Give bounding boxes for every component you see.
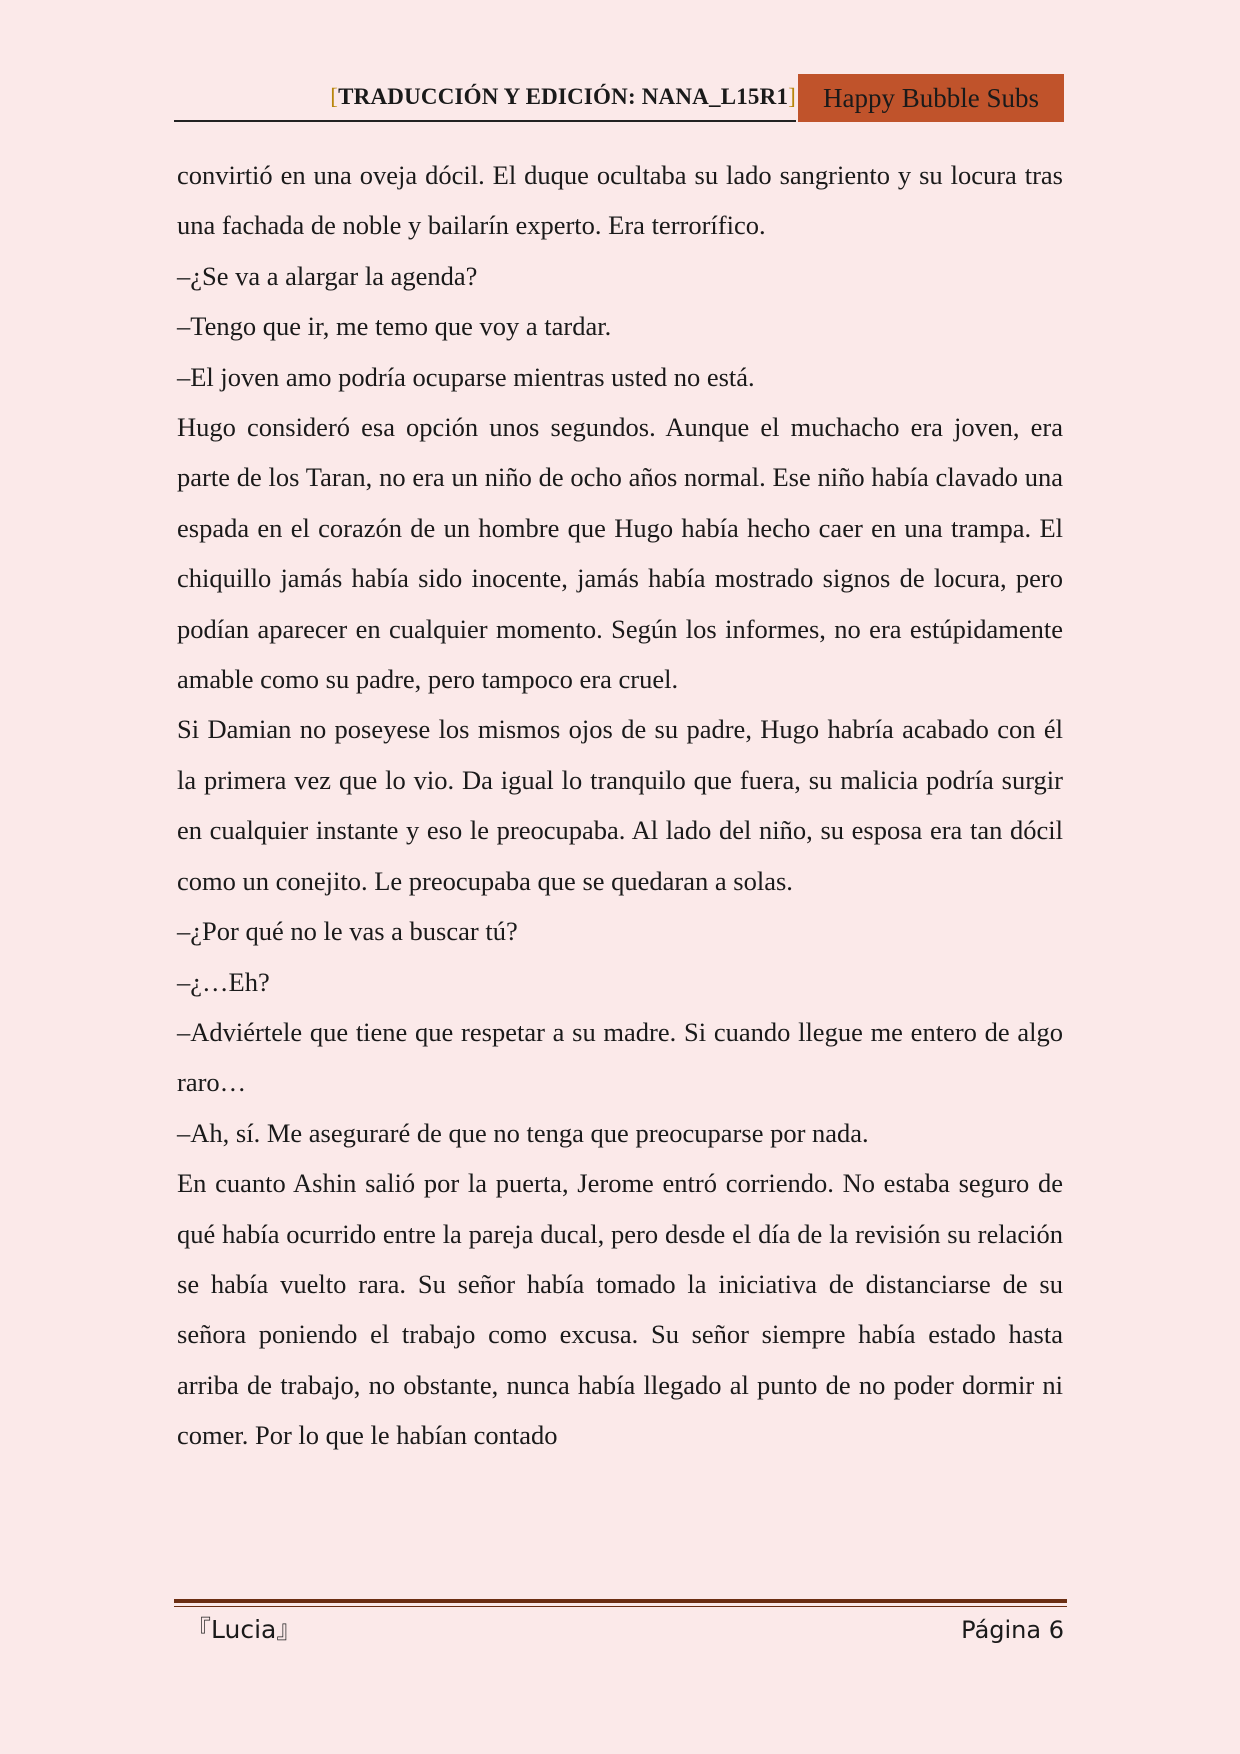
dialogue-line: –Tengo que ir, me temo que voy a tardar.: [177, 311, 612, 342]
page-header: [174, 72, 1064, 124]
dialogue-line: –El joven amo podría ocuparse mientras usted no está.: [177, 361, 755, 392]
paragraph: Si Damian no poseyese los mismos ojos de su padre, Hugo habría acabado con él la primera vez que lo vio. Da igual lo tranquilo que fuera, su malicia podría surgir en cualquier instante y eso le preocupaba. Al lado del niño, su esposa era tan dócil como un conejito. Le preocupaba que se quedaran a solas.: [177, 714, 1063, 896]
paragraph: convirtió en una oveja dócil. El duque ocultaba su lado sangriento y su locura tras una fachada de noble y bailarín experto. Era terrorífico.: [177, 160, 1063, 241]
paragraph: Hugo consideró esa opción unos segundos. Aunque el muchacho era joven, era parte de los Taran, no era un niño de ocho años normal. Ese niño había clavado una espada en el corazón de un hombre que Hugo había hecho caer en una trampa. El chiquillo jamás había sido inocente, jamás había mostrado signos de locura, pero podían aparecer en cualquier momento. Según los informes, no era estúpidamente amable como su padre, pero tampoco era cruel.: [177, 412, 1063, 695]
footer-divider-thick: [174, 1599, 1067, 1603]
dialogue-line: –¿Se va a alargar la agenda?: [177, 260, 478, 291]
page-number: Página 6: [961, 1616, 1064, 1644]
credit-close-bracket: ]: [788, 84, 796, 109]
group-name-badge: Happy Bubble Subs: [798, 74, 1064, 122]
credit-open-bracket: [: [330, 84, 339, 109]
paragraph: En cuanto Ashin salió por la puerta, Jerome entró corriendo. No estaba seguro de qué había ocurrido entre la pareja ducal, pero desde el día de la revisión su relación se había vuelto rara. Su señor había tomado la iniciativa de distanciarse de su señora poniendo el trabajo como excusa. Su señor siempre había estado hasta arriba de trabajo, no obstante, nunca había llegado al punto de no poder dormir ni comer. Por lo que le habían contado: [177, 1168, 1063, 1451]
dialogue-line: –Ah, sí. Me aseguraré de que no tenga que preocuparse por nada.: [177, 1117, 869, 1148]
body-text: [177, 150, 1063, 1461]
dialogue-line: –Adviértele que tiene que respetar a su madre. Si cuando llegue me entero de algo raro…: [177, 1016, 1063, 1098]
footer-divider-thin: [174, 1606, 1067, 1607]
dialogue-line: –¿Por qué no le vas a buscar tú?: [177, 916, 518, 947]
dialogue-line: –¿…Eh?: [177, 966, 270, 997]
credit-text: TRADUCCIÓN Y EDICIÓN: NANA_L15R1: [338, 84, 789, 109]
book-title: 『Lucia』: [186, 1615, 302, 1644]
translation-credit: [174, 82, 796, 112]
header-divider: [174, 120, 796, 122]
